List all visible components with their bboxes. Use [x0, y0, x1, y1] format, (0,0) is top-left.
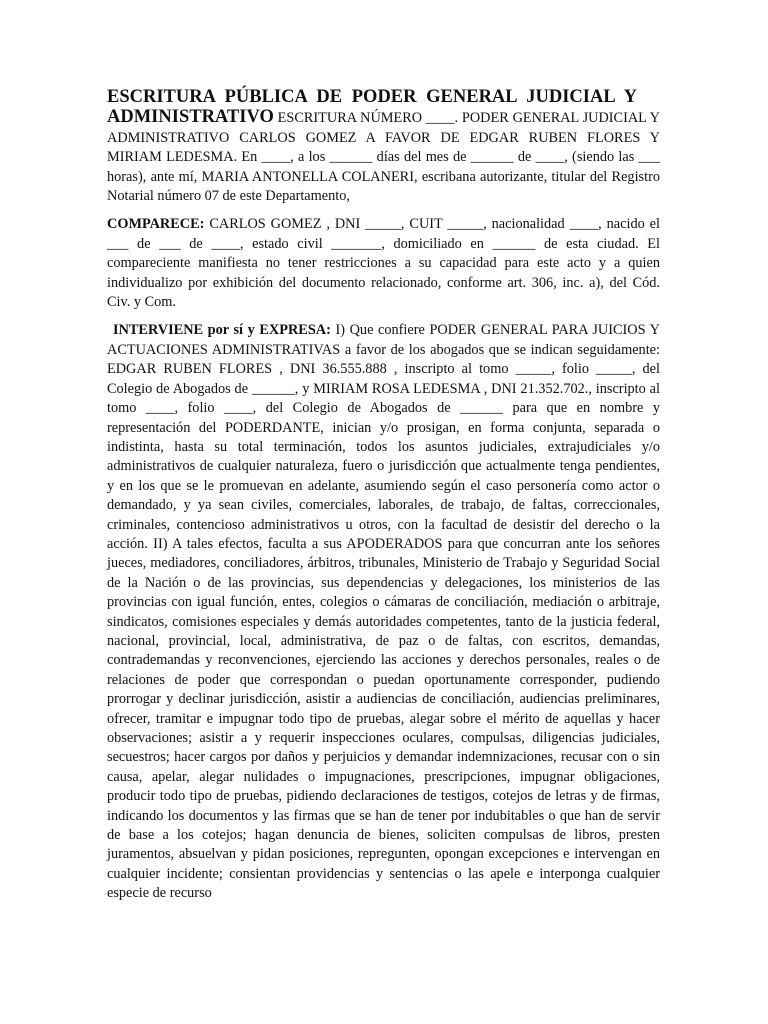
- document-title-line2: ADMINISTRATIVO: [107, 107, 274, 128]
- interviene-heading: INTERVIENE por sí y EXPRESA:: [113, 322, 331, 339]
- interviene-paragraph: [107, 321, 660, 903]
- document-title-line1: ESCRITURA PÚBLICA DE PODER GENERAL JUDICIAL Y: [107, 87, 637, 107]
- comparece-text: CARLOS GOMEZ , DNI _____, CUIT _____, nacionalidad ____, nacido el ___ de ___ de ____, estado civil _______, domiciliado en ______ de esta ciudad. El compareciente manifiesta no tener restricciones a su capacidad para este acto y a quien individualizo por exhibición del documento relacionado, conforme art. 306, inc. a), del Cód. Civ. y Com.: [107, 216, 660, 311]
- interviene-text: I) Que confiere PODER GENERAL PARA JUICIOS Y ACTUACIONES ADMINISTRATIVAS a favor de los abogados que se indican seguidamente: EDGAR RUBEN FLORES , DNI 36.555.888 , inscripto al tomo _____, folio _____, del Colegio de Abogados de ______, y MIRIAM ROSA LEDESMA , DNI 21.352.702., inscripto al tomo ____, folio ____, del Colegio de Abogados de ______ para que en nombre y representación del PODERDANTE, inician y/o prosigan, en forma conjunta, separada o indistinta, hasta su total terminación, todos los asuntos judiciales, extrajudiciales y/o administrativos de cualquier naturaleza, fuero o jurisdicción que actualmente tenga pendientes, y en los que se le promuevan en adelante, asumiendo según el caso personería como actor o demandado, y ya sean civiles, comerciales, laborales, de trabajo, de faltas, correccionales, criminales, contencioso administrativos u otros, con la facultad de desistir del derecho o la acción. II) A tales efectos, faculta a sus APODERADOS para que concurran ante los señores jueces, mediadores, conciliadores, árbitros, tribunales, Ministerio de Trabajo y Seguridad Social de la Nación o de las provincias, sus dependencias y delegaciones, los ministerios de las provincias con igual función, entes, colegios o cámaras de conciliación, mediación o arbitraje, sindicatos, comisiones especiales y demás autoridades competentes, tanto de la justicia federal, nacional, provincial, local, administrativa, de paz o de faltas, con escritos, demandas, contrademandas y reconvenciones, ejerciendo las acciones y derechos personales, reales o de relaciones de poder que correspondan o puedan oportunamente corresponder, pudiendo prorrogar y declinar jurisdicción, asistir a audiencias de conciliación, audiencias preliminares, ofrecer, tramitar e impugnar todo tipo de pruebas, alegar sobre el mérito de aquellas y hacer observaciones; asistir a y requerir inspecciones oculares, compulsas, diligencias judiciales, secuestros; hacer cargos por daños y perjuicios y demandar indemnizaciones, recusar con o sin causa, apelar, alegar nulidades o impugnaciones, prescripciones, impugnar obligaciones, producir todo tipo de pruebas, pidiendo declaraciones de testigos, cotejos de letras y de firmas, indicando los documentos y las firmas que se han de tener por indubitables o que han de servir de base a los cotejos; hagan denuncia de bienes, soliciten compulsas de libros, presten juramentos, absuelvan y pidan posiciones, repregunten, opongan excepciones e intervengan en cualquier incidente; consientan providencias y sentencias o las apele e interponga cualquier especie de recurso: [107, 322, 660, 902]
- comparece-heading: COMPARECE:: [107, 216, 205, 233]
- intro-paragraph: [107, 88, 660, 206]
- document-page: [107, 88, 660, 913]
- intro-text: ESCRITURA NÚMERO ____. PODER GENERAL JUDICIAL Y ADMINISTRATIVO CARLOS GOMEZ A FAVOR DE EDGAR RUBEN FLORES Y MIRIAM LEDESMA. En ____, a los ______ días del mes de ______ de ____, (siendo las ___ horas), ante mí, MARIA ANTONELLA COLANERI, escribana autorizante, titular del Registro Notarial número 07 de este Departamento,: [107, 110, 660, 205]
- comparece-paragraph: [107, 215, 660, 312]
